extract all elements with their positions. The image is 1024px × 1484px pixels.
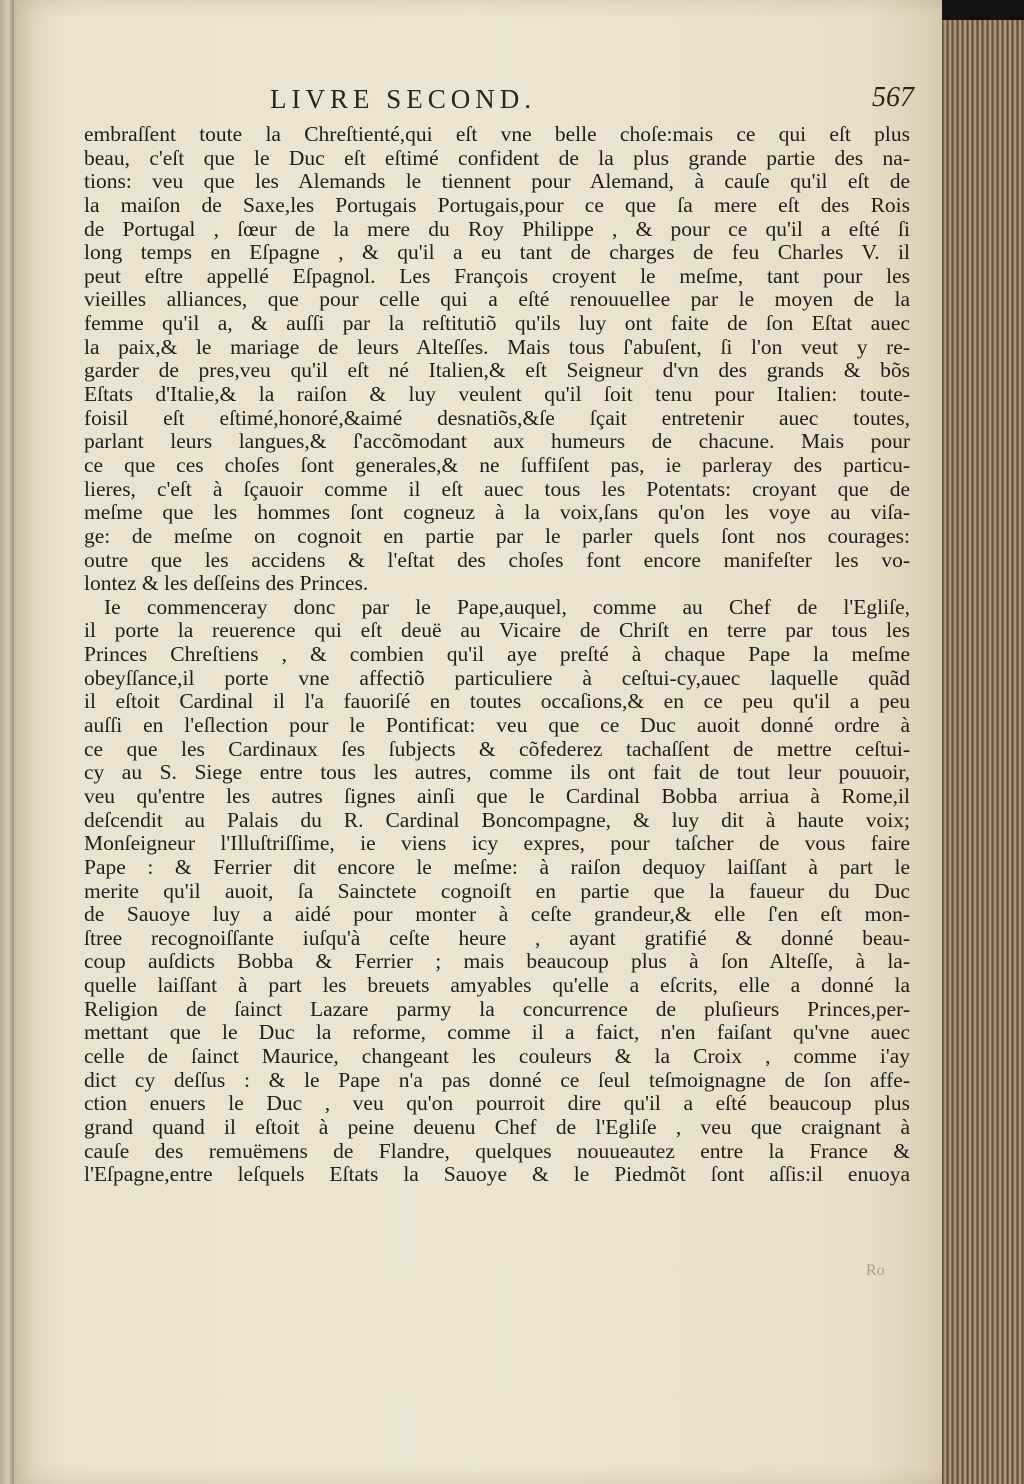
text-line: foisil eſt eſtimé,honoré,&aimé desnatiõs,&ſe ſçait entretenir auec toutes, [84, 406, 910, 430]
text-line: grand quand il eſtoit à peine deuenu Chef de l'Egliſe , veu que craignant à [84, 1115, 910, 1139]
text-line: ſtree recognoiſſante iuſqu'à ceſte heure , ayant gratifié & donné beau- [84, 926, 910, 950]
text-line: garder de pres,veu qu'il eſt né Italien,& eſt Seigneur d'vn des grands & bõs [84, 359, 910, 383]
text-line: parlant leurs langues,& ſ'accõmodant aux humeurs de chacune. Mais pour [84, 430, 910, 454]
text-line: coup auſdicts Bobba & Ferrier ; mais beaucoup plus à ſon Alteſſe, à la- [84, 950, 910, 974]
text-line: Religion de ſainct Lazare parmy la concurrence de pluſieurs Princes,per- [84, 997, 910, 1021]
text-line: il porte la reuerence qui eſt deuë au Vicaire de Chriſt en terre par tous les [84, 619, 910, 643]
page-fore-edge [942, 20, 1024, 1484]
text-line: de Portugal , ſœur de la mere du Roy Philippe , & pour ce qu'il a eſté ſi [84, 217, 910, 241]
text-line: l'Eſpagne,entre leſquels Eſtats la Sauoye & le Piedmõt ſont aſſis:il enuoya [84, 1163, 910, 1187]
body-text [84, 123, 910, 1187]
paragraph-start-line: Ie commenceray donc par le Pape,auquel, comme au Chef de l'Egliſe, [104, 595, 910, 619]
text-line: Pape : & Ferrier dit encore le meſme: à raiſon dequoy laiſſant à part le [84, 855, 910, 879]
text-line: deſcendit au Palais du R. Cardinal Boncompagne, & luy dit à haute voix; [84, 808, 910, 832]
text-line: il eſtoit Cardinal il l'a fauoriſé en toutes occaſions,& en ce peu qu'il a peu [84, 690, 910, 714]
text-line: ge: de meſme on cognoit en partie par le parler quels ſont nos courages: [84, 524, 910, 548]
paragraph-end-line: lontez & les deſſeins des Princes. [84, 572, 369, 596]
text-line: obeyſſance,il porte vne affectiõ particuliere à ceſtui-cy,auec laquelle quãd [84, 666, 910, 690]
text-line: la maiſon de Saxe,les Portugais Portugais,pour ce que ſa mere eſt des Rois [84, 193, 910, 217]
text-line: veu qu'entre les autres ſignes ainſi que le Cardinal Bobba arriua à Rome,il [84, 784, 910, 808]
running-head: LIVRE SECOND. [270, 84, 536, 114]
text-line: ce que les Cardinaux ſes ſubjects & cõfederez tachaſſent de mettre ceſtui- [84, 737, 910, 761]
text-line: lieres, c'eſt à ſçauoir comme il eſt auec tous les Potentats: croyant que de [84, 477, 910, 501]
text-line: de Sauoye luy a aidé pour monter à ceſte grandeur,& elle ſ'en eſt mon- [84, 903, 910, 927]
text-line: Eſtats d'Italie,& la raiſon & luy veulent qu'il ſoit tenu pour Italien: toute- [84, 383, 910, 407]
catchword: Ro [866, 1262, 885, 1279]
text-line: femme qu'il a, & auſſi par la reſtitutiõ qu'ils luy ont faite de ſon Eſtat auec [84, 312, 910, 336]
text-line: ction enuers le Duc , veu qu'on pourroit dire qu'il a eſté beaucoup plus [84, 1092, 910, 1116]
text-line: auſſi en l'eſlection pour le Pontificat: veu que ce Duc auoit donné ordre à [84, 714, 910, 738]
text-line: merite qu'il auoit, ſa Sainctete cognoiſt en partie que la faueur du Duc [84, 879, 910, 903]
text-line: tions: veu que les Alemands le tiennent pour Alemand, à cauſe qu'il eſt de [84, 170, 910, 194]
text-line: la paix,& le mariage de leurs Alteſſes. Mais tous ſ'abuſent, ſi l'on veut y re- [84, 335, 910, 359]
text-line: cauſe des remuëmens de Flandre, quelques nouueautez entre la France & [84, 1139, 910, 1163]
text-line: celle de ſainct Maurice, changeant les couleurs & la Croix , comme i'ay [84, 1044, 910, 1068]
text-line: meſme que les hommes ſont cogneuz à la voix,ſans qu'on les voye au viſa- [84, 501, 910, 525]
text-line: cy au S. Siege entre tous les autres, comme ils ont fait de tout leur pouuoir, [84, 761, 910, 785]
text-line: embraſſent toute la Chreſtienté,qui eſt vne belle choſe:mais ce qui eſt plus [84, 123, 910, 146]
text-line: dict cy deſſus : & le Pape n'a pas donné ce ſeul teſmoignagne de ſon affe- [84, 1068, 910, 1092]
text-line: Princes Chreſtiens , & combien qu'il aye preſté à chaque Pape la meſme [84, 643, 910, 667]
text-line: quelle laiſſant à part les breuets amyables qu'elle a eſcrits, elle a donné la [84, 974, 910, 998]
text-line: mettant que le Duc la reforme, comme il a faict, n'en faiſant qu'vne auec [84, 1021, 910, 1045]
text-line: outre que les accidens & l'eſtat des choſes font encore manifeſter les vo- [84, 548, 910, 572]
facing-page-edge [0, 0, 14, 1484]
text-line: beau, c'eſt que le Duc eſt eſtimé confident de la plus grande partie des na- [84, 146, 910, 170]
text-line: vieilles alliances, que pour celle qui a eſté renouuellee par le moyen de la [84, 288, 910, 312]
text-line: peut eſtre appellé Eſpagnol. Les François croyent le meſme, tant pour les [84, 264, 910, 288]
text-line: ce que ces choſes ſont generales,& ne ſuffiſent pas, ie parleray des particu- [84, 453, 910, 477]
text-line: long temps en Eſpagne , & qu'il a eu tant de charges de feu Charles V. il [84, 241, 910, 265]
text-line: Monſeigneur l'Illuſtriſſime, ie viens icy expres, pour taſcher de vous faire [84, 832, 910, 856]
page-number: 567 [872, 82, 914, 113]
